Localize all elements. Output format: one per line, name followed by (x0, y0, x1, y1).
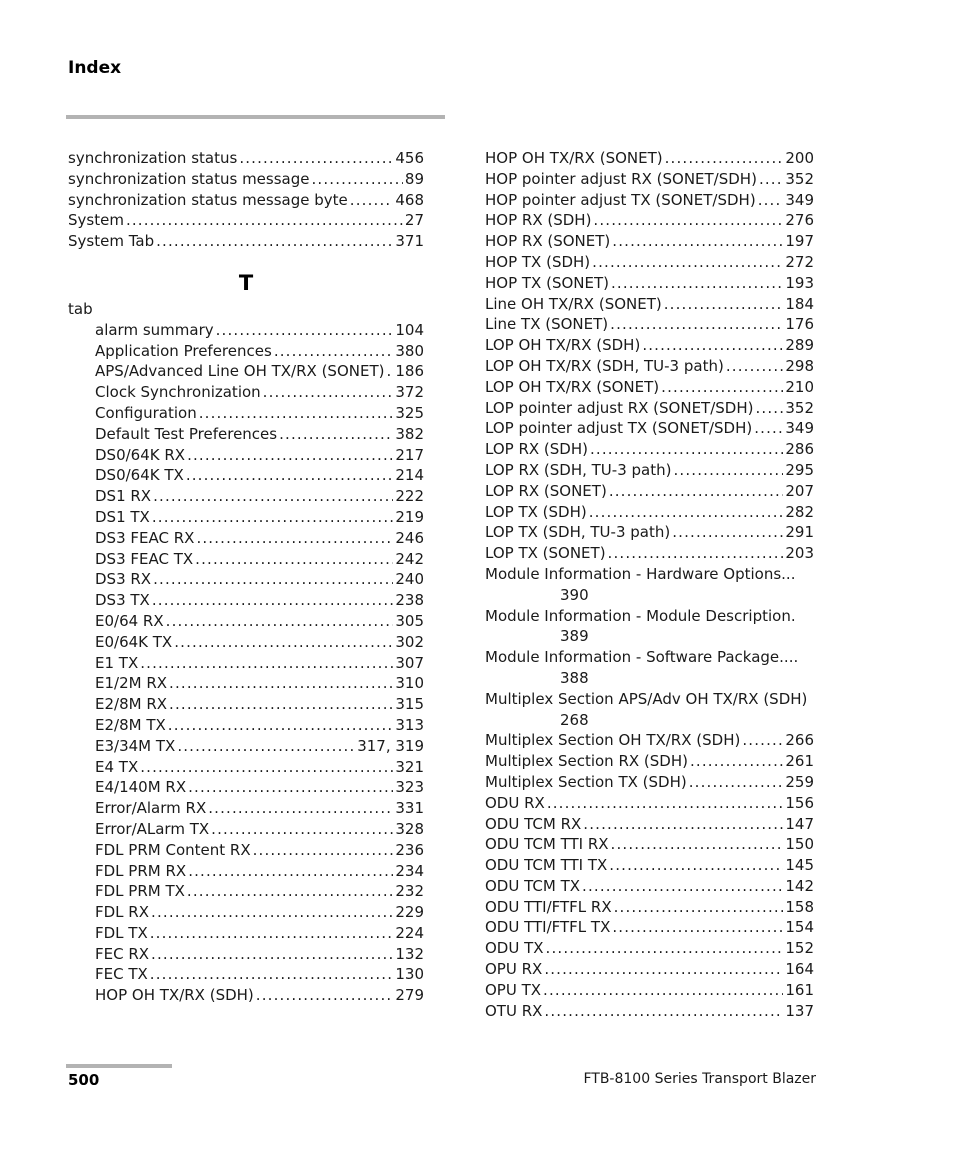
group-label: tab (68, 299, 93, 318)
index-entry (95, 569, 424, 590)
index-entry (485, 543, 814, 564)
entry-page: 132 (395, 944, 424, 963)
entry-page: 382 (395, 424, 424, 443)
entry-page: 184 (785, 294, 814, 313)
entry-page: 289 (785, 336, 814, 355)
index-column-right (485, 148, 814, 1021)
entry-term: E1 TX (95, 653, 139, 672)
index-entry-wrapped (485, 606, 814, 648)
index-entry (485, 772, 814, 793)
index-entry (485, 148, 814, 169)
entry-term: Multiplex Section OH TX/RX (SDH) (485, 731, 741, 750)
entry-page: 137 (785, 1001, 814, 1020)
index-entry (485, 814, 814, 835)
entry-term: DS0/64K RX (95, 445, 186, 464)
index-entry (485, 793, 814, 814)
entry-page: 259 (785, 772, 814, 791)
entry-page: 302 (395, 632, 424, 651)
entry-page: 298 (785, 356, 814, 375)
entry-term: FEC TX (95, 965, 148, 984)
entry-term: LOP TX (SDH, TU-3 path) (485, 523, 671, 542)
index-entry (95, 653, 424, 674)
entry-page: 279 (395, 986, 424, 1005)
index-entry (68, 190, 424, 211)
entry-page: 217 (395, 445, 424, 464)
index-entry (485, 294, 814, 315)
entry-page: 468 (395, 190, 424, 209)
index-entry (95, 382, 424, 403)
entry-term: ODU TTI/FTFL RX (485, 897, 612, 916)
entry-page: 197 (785, 232, 814, 251)
entry-term: System Tab (68, 232, 155, 251)
entry-page: 315 (395, 695, 424, 714)
entry-term: synchronization status message byte (68, 190, 348, 209)
entry-term: FDL PRM Content RX (95, 840, 251, 859)
entry-page: 142 (785, 876, 814, 895)
entry-term: FDL RX (95, 903, 150, 922)
index-entry (485, 522, 814, 543)
tab-sub-entries (68, 320, 424, 1006)
entry-term: Module Information - Software Package.... (485, 648, 799, 667)
index-entry (95, 320, 424, 341)
entry-page: 242 (395, 549, 424, 568)
index-entry (485, 273, 814, 294)
index-entry (95, 757, 424, 778)
entry-term: FEC RX (95, 944, 150, 963)
entry-page: 156 (785, 793, 814, 812)
entry-page: 282 (785, 502, 814, 521)
page-number: 500 (68, 1071, 100, 1089)
entry-term: LOP RX (SDH, TU-3 path) (485, 460, 672, 479)
index-entry (485, 169, 814, 190)
entry-page: 321 (395, 757, 424, 776)
index-entry (95, 424, 424, 445)
index-entry (68, 231, 424, 252)
footer-divider (66, 1064, 172, 1068)
index-entry (485, 356, 814, 377)
document-title: FTB-8100 Series Transport Blazer (583, 1071, 816, 1087)
page-header-title: Index (68, 58, 122, 78)
entry-term: Module Information - Hardware Options... (485, 564, 796, 583)
entry-page: 222 (395, 487, 424, 506)
index-entry (485, 1001, 814, 1022)
index-entry (485, 398, 814, 419)
index-entry (95, 736, 424, 757)
entry-page: 234 (395, 861, 424, 880)
index-entry (95, 465, 424, 486)
entry-page: 307 (395, 653, 424, 672)
entry-term: ODU TCM TTI RX (485, 835, 609, 854)
index-entry (485, 314, 814, 335)
entry-page: 154 (785, 918, 814, 937)
entry-page: 272 (785, 252, 814, 271)
index-entry (95, 445, 424, 466)
entry-term: ODU TCM TTI TX (485, 856, 608, 875)
entry-term: E1/2M RX (95, 674, 168, 693)
entry-page: 276 (785, 211, 814, 230)
entry-term: LOP pointer adjust TX (SONET/SDH) (485, 419, 753, 438)
entry-page: 328 (395, 819, 424, 838)
entry-page: 89 (404, 169, 424, 188)
entry-term: DS3 FEAC TX (95, 549, 194, 568)
index-entry (95, 944, 424, 965)
entry-page: 456 (395, 149, 424, 167)
index-entry (68, 210, 424, 231)
index-entry (95, 861, 424, 882)
entry-page: 152 (785, 939, 814, 958)
entry-term: E2/8M TX (95, 715, 166, 734)
entry-page: 130 (395, 965, 424, 984)
entry-term: alarm summary (95, 320, 214, 339)
entry-term: Line OH TX/RX (SONET) (485, 294, 662, 313)
index-entry (485, 190, 814, 211)
entry-term: HOP TX (SONET) (485, 273, 609, 292)
entry-term: Error/Alarm RX (95, 799, 207, 818)
entry-page: 200 (785, 149, 814, 167)
section-letter: T (238, 270, 254, 295)
entry-term: synchronization status message (68, 169, 310, 188)
index-entry (485, 335, 814, 356)
index-entry (95, 673, 424, 694)
index-entry (485, 377, 814, 398)
entry-term: LOP pointer adjust RX (SONET/SDH) (485, 398, 754, 417)
entry-page: 224 (395, 923, 424, 942)
entry-page: 268 (560, 710, 589, 729)
index-entry (68, 148, 424, 169)
index-entry (485, 418, 814, 439)
entry-page: 207 (785, 481, 814, 500)
entry-page: 388 (560, 668, 589, 687)
entry-term: HOP RX (SONET) (485, 232, 611, 251)
entry-term: E2/8M RX (95, 695, 168, 714)
entry-term: Multiplex Section APS/Adv OH TX/RX (SDH) (485, 689, 808, 708)
entry-page: 325 (395, 403, 424, 422)
index-entry (485, 252, 814, 273)
entry-term: Configuration (95, 403, 197, 422)
entry-term: HOP pointer adjust RX (SONET/SDH) (485, 169, 757, 188)
entry-page: 240 (395, 570, 424, 589)
entry-term: LOP OH TX/RX (SONET) (485, 377, 660, 396)
index-entry (95, 985, 424, 1006)
entry-page: 389 (560, 627, 589, 646)
index-entry (95, 715, 424, 736)
entry-term: LOP RX (SDH) (485, 440, 588, 459)
entry-page: 310 (395, 674, 424, 693)
entry-term: FDL TX (95, 923, 148, 942)
right-entries-a (485, 148, 814, 564)
entry-page: 158 (785, 897, 814, 916)
entry-page: 349 (785, 190, 814, 209)
entry-page: 266 (785, 731, 814, 750)
index-entry (485, 980, 814, 1001)
entry-term: Error/ALarm TX (95, 819, 210, 838)
entry-page: 229 (395, 903, 424, 922)
index-entry (485, 439, 814, 460)
entry-term: synchronization status (68, 149, 238, 167)
index-entry (485, 876, 814, 897)
entry-term: APS/Advanced Line OH TX/RX (SONET) (95, 362, 385, 381)
entry-page: 193 (785, 273, 814, 292)
entry-page: 164 (785, 960, 814, 979)
index-entry (485, 210, 814, 231)
index-entry (485, 751, 814, 772)
entry-term: HOP OH TX/RX (SONET) (485, 149, 663, 167)
index-entry (95, 361, 424, 382)
index-entry (485, 938, 814, 959)
entry-term: OTU RX (485, 1001, 543, 1020)
header-divider (66, 115, 445, 119)
entry-page: 380 (395, 341, 424, 360)
index-entry-wrapped (485, 564, 814, 606)
index-entry (485, 917, 814, 938)
entry-term: E3/34M TX (95, 736, 176, 755)
entry-term: DS3 RX (95, 570, 152, 589)
right-entries-b (485, 730, 814, 1021)
index-entry (95, 507, 424, 528)
index-entry (95, 403, 424, 424)
index-entry (68, 169, 424, 190)
entry-term: DS3 TX (95, 591, 150, 610)
entry-term: System (68, 211, 124, 230)
entry-page: 313 (395, 715, 424, 734)
entry-page: 331 (395, 799, 424, 818)
index-entry (95, 798, 424, 819)
entry-term: DS1 TX (95, 507, 150, 526)
index-entry (95, 590, 424, 611)
entry-page: 186 (395, 362, 424, 381)
entry-page: 323 (395, 778, 424, 797)
entry-page: 27 (404, 211, 424, 230)
entry-page: 145 (785, 856, 814, 875)
index-entry (95, 486, 424, 507)
entry-term: Line TX (SONET) (485, 315, 609, 334)
index-entry (95, 923, 424, 944)
index-entry (95, 964, 424, 985)
entry-term: LOP OH TX/RX (SDH) (485, 336, 641, 355)
entry-term: FDL PRM TX (95, 882, 185, 901)
entry-page: 236 (395, 840, 424, 859)
entry-term: FDL PRM RX (95, 861, 187, 880)
entry-term: OPU TX (485, 980, 542, 999)
entry-page: 286 (785, 440, 814, 459)
entry-term: Application Preferences (95, 341, 272, 360)
index-entry (95, 632, 424, 653)
entry-term: LOP TX (SDH) (485, 502, 587, 521)
entry-page: 261 (785, 752, 814, 771)
entry-term: ODU TCM TX (485, 876, 581, 895)
entry-term: E0/64K TX (95, 632, 173, 651)
entry-term: ODU TCM RX (485, 814, 582, 833)
entry-term: OPU RX (485, 960, 543, 979)
entry-page: 295 (785, 460, 814, 479)
right-wrapped-entries (485, 564, 814, 730)
entry-term: E4/140M RX (95, 778, 187, 797)
entry-term: E4 TX (95, 757, 139, 776)
entry-page: 176 (785, 315, 814, 334)
entry-term: ODU RX (485, 793, 545, 812)
index-entry (485, 460, 814, 481)
index-entry (95, 528, 424, 549)
index-column-left (68, 148, 424, 1006)
entry-term: Multiplex Section RX (SDH) (485, 752, 688, 771)
index-entry (95, 840, 424, 861)
entry-term: DS1 RX (95, 487, 152, 506)
entry-page: 352 (785, 169, 814, 188)
index-entry (95, 341, 424, 362)
entry-term: HOP TX (SDH) (485, 252, 591, 271)
left-top-entries (68, 148, 424, 252)
index-entry (485, 231, 814, 252)
entry-term: DS0/64K TX (95, 466, 184, 485)
entry-term: LOP RX (SONET) (485, 481, 607, 500)
index-entry (485, 502, 814, 523)
entry-page: 372 (395, 383, 424, 402)
entry-term: Clock Synchronization (95, 383, 261, 402)
entry-term: Module Information - Module Description. (485, 606, 796, 625)
entry-page: 210 (785, 377, 814, 396)
entry-page: 390 (560, 585, 589, 604)
entry-term: Multiplex Section TX (SDH) (485, 772, 687, 791)
entry-page: 214 (395, 466, 424, 485)
entry-page: 161 (785, 980, 814, 999)
entry-term: HOP OH TX/RX (SDH) (95, 986, 254, 1005)
entry-page: 238 (395, 591, 424, 610)
entry-page: 317, 319 (357, 736, 424, 755)
index-entry (95, 881, 424, 902)
entry-page: 104 (395, 320, 424, 339)
entry-page: 150 (785, 835, 814, 854)
index-entry (95, 694, 424, 715)
entry-term: ODU TTI/FTFL TX (485, 918, 611, 937)
entry-page: 203 (785, 544, 814, 563)
entry-page: 305 (395, 611, 424, 630)
index-entry (95, 549, 424, 570)
index-entry (485, 897, 814, 918)
entry-page: 147 (785, 814, 814, 833)
index-entry (485, 834, 814, 855)
entry-term: LOP OH TX/RX (SDH, TU-3 path) (485, 356, 724, 375)
entry-term: Default Test Preferences (95, 424, 278, 443)
entry-term: E0/64 RX (95, 611, 164, 630)
entry-page: 349 (785, 419, 814, 438)
entry-term: HOP pointer adjust TX (SONET/SDH) (485, 190, 756, 209)
entry-term: ODU TX (485, 939, 544, 958)
index-entry (485, 481, 814, 502)
index-entry (485, 855, 814, 876)
index-entry-wrapped (485, 689, 814, 731)
index-entry (485, 730, 814, 751)
index-entry-wrapped (485, 647, 814, 689)
index-entry (95, 777, 424, 798)
entry-term: HOP RX (SDH) (485, 211, 592, 230)
entry-page: 371 (395, 232, 424, 251)
entry-page: 352 (785, 398, 814, 417)
entry-page: 291 (785, 523, 814, 542)
entry-page: 232 (395, 882, 424, 901)
entry-page: 246 (395, 528, 424, 547)
index-entry (485, 959, 814, 980)
entry-page: 219 (395, 507, 424, 526)
entry-term: LOP TX (SONET) (485, 544, 606, 563)
index-entry (95, 611, 424, 632)
index-entry (95, 902, 424, 923)
index-entry (95, 819, 424, 840)
entry-term: DS3 FEAC RX (95, 528, 195, 547)
